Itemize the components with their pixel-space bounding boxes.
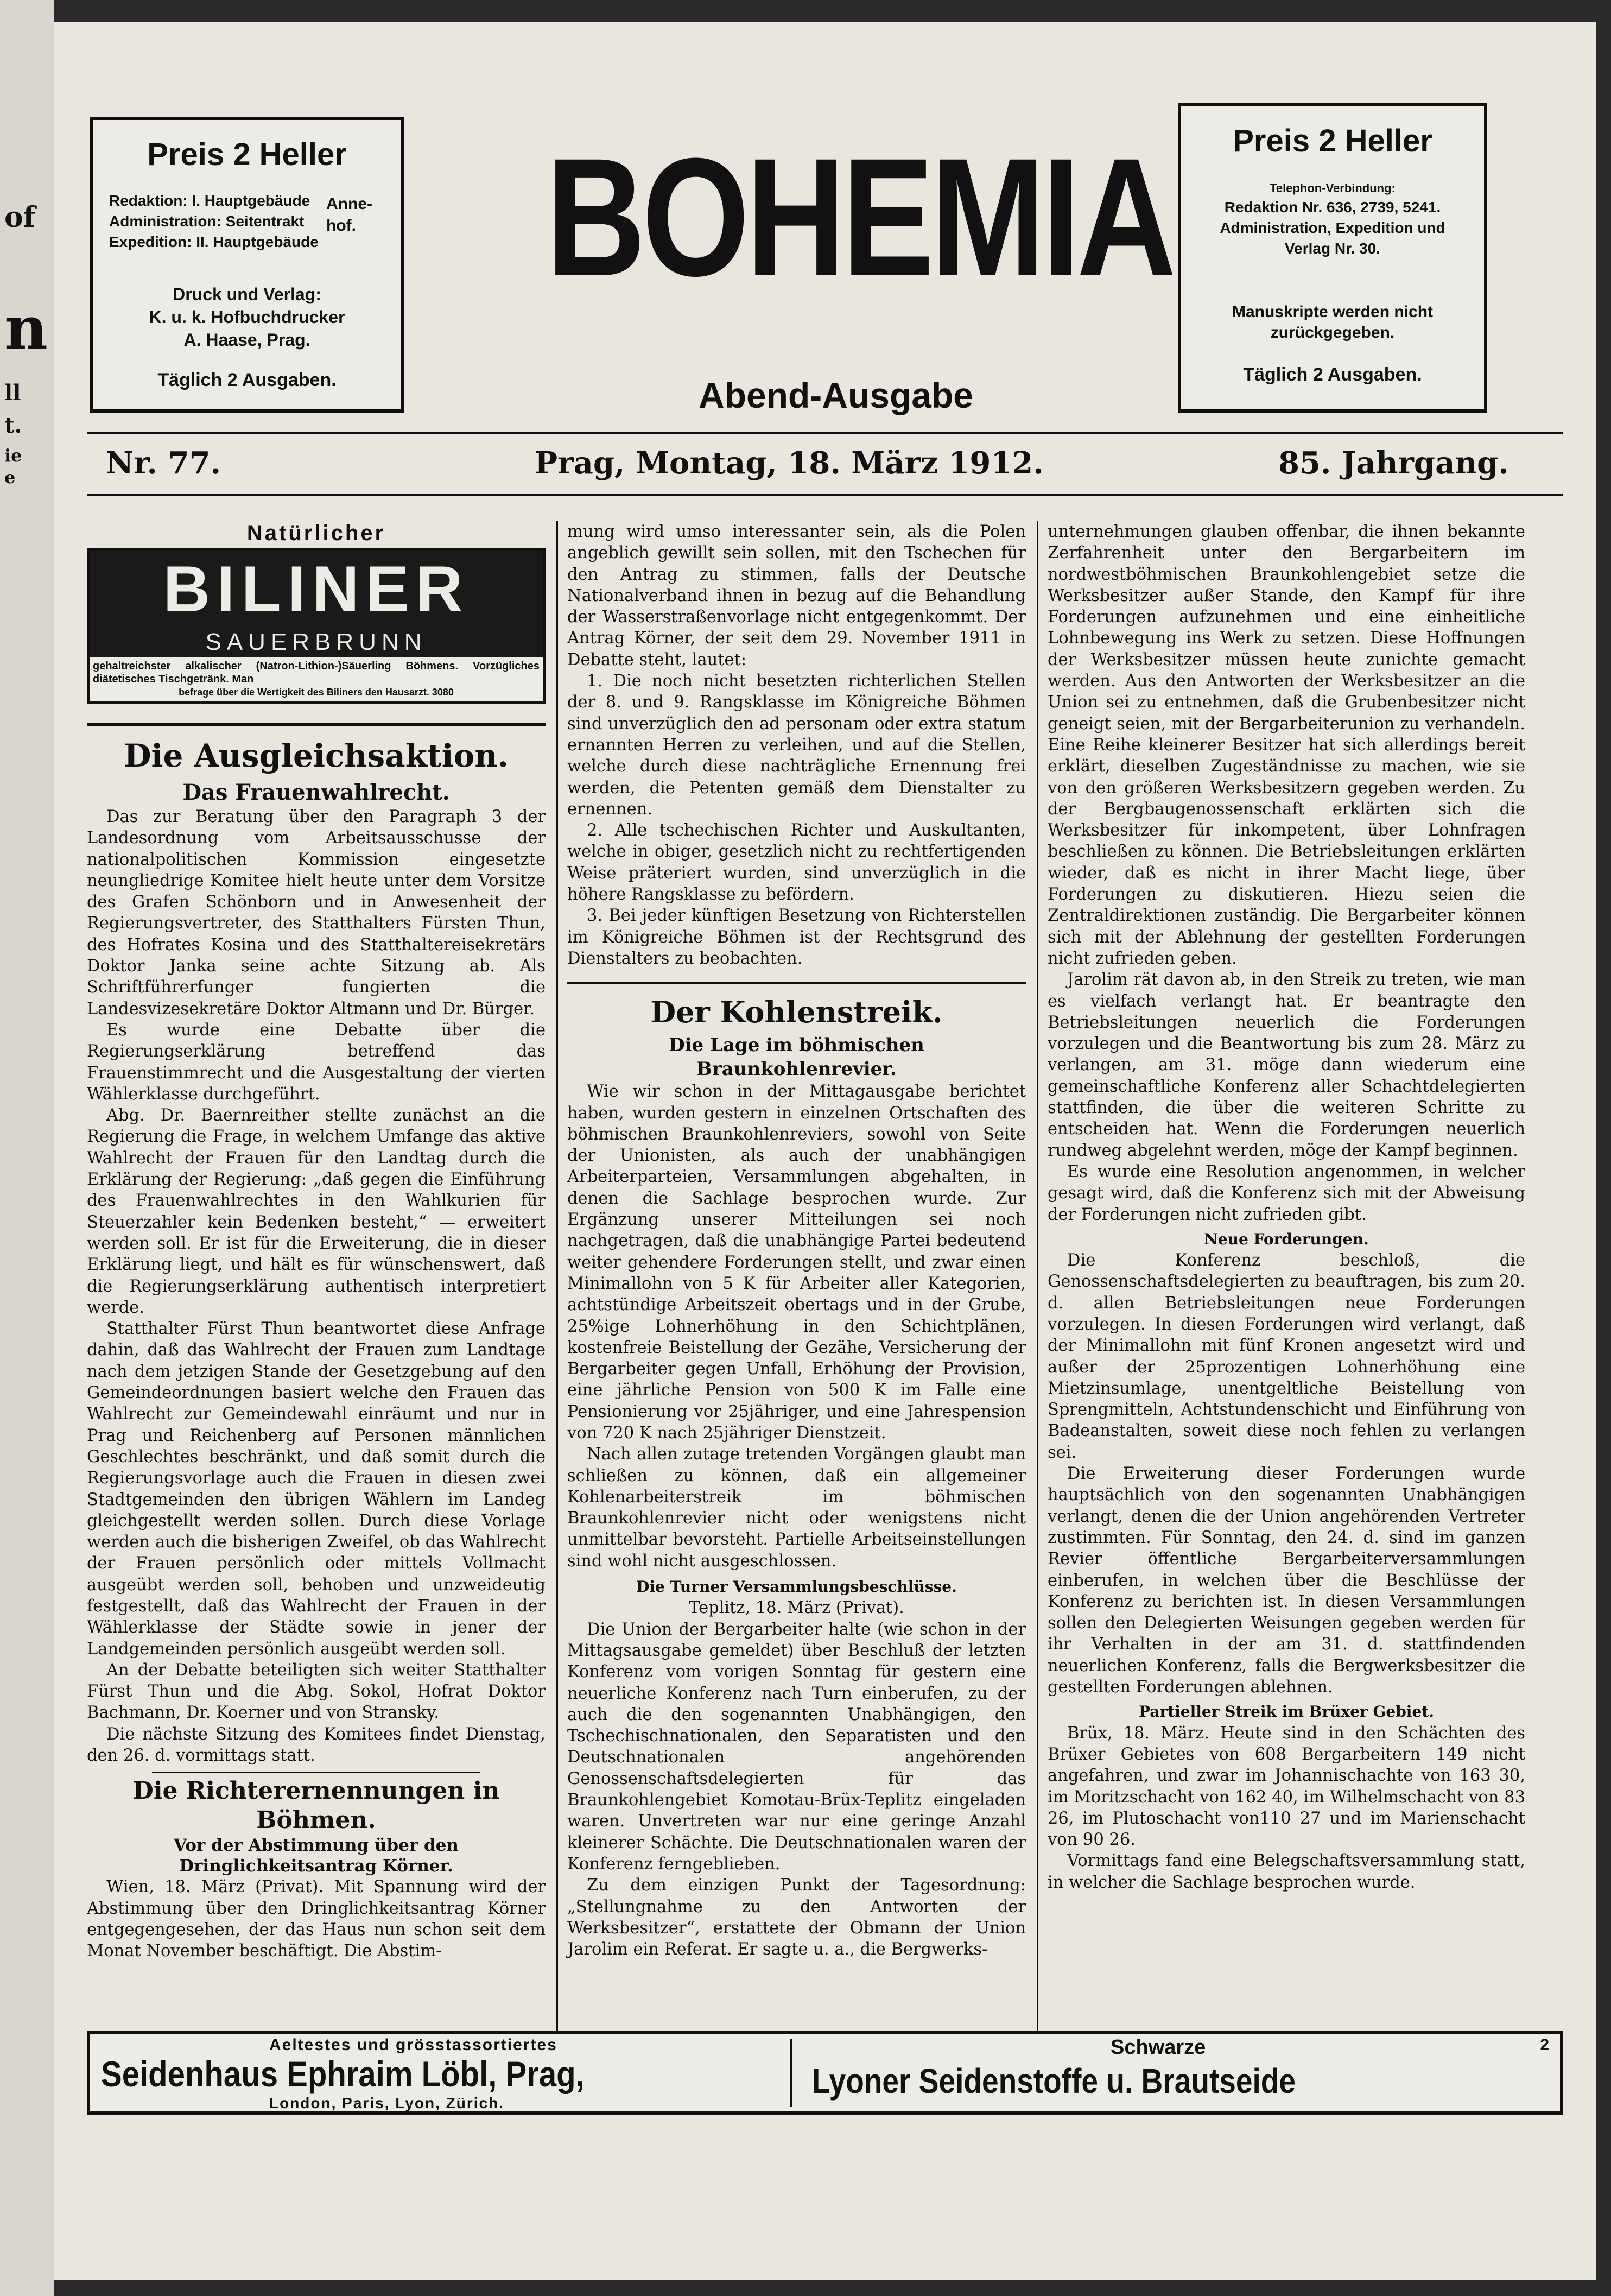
article-title-kohlenstreik: Der Kohlenstreik. xyxy=(650,995,943,1030)
right-line-3: Administration, Expedition und xyxy=(1220,219,1445,236)
left-line-2: Administration: Seitentrakt xyxy=(109,213,305,230)
ad-left-main: Seidenhaus Ephraim Löbl, Prag, xyxy=(101,2054,585,2094)
right-line-2: Redaktion Nr. 636, 2739, 5241. xyxy=(1224,199,1441,216)
biliner-ad-name: BILINER xyxy=(90,551,543,627)
paragraph: Statthalter Fürst Thun beantwortet diese Anfrage dahin, daß das Wahlrecht der Frauen zum Landtage nach dem jetzigen Stande der Gesetzgebung auf den Gemeindeordnungen basiert welche den Frauen das Wahlrecht zur Gemeindewahl einräumt und nur in Prag und Reichenberg auf Personen männlichen Geschlechtes beschränkt, und daß somit durch die Regierungsvorlage auch die Frauen in diesen zwei Stadtgemeinden den übrigen Wählern im Landeg gleichgestellt werden sollen. Durch diese Vorlage werden auch die bisherigen Zweifel, ob das Wahlrecht der Frauen persönlich oder mittels Vollmacht ausgeübt werden soll, behoben und unzweideutig festgestellt, daß das Wahlrecht der Frauen in der Wählerklasse der Städte sowie in jener der Landgemeinden persönlich ausgeübt werden soll. xyxy=(87,1319,546,1659)
article-subtitle-frauenwahlrecht: Das Frauenwahlrecht. xyxy=(182,780,450,805)
strip-text-5: ie xyxy=(4,445,22,466)
ad-left-bottom: London, Paris, Lyon, Zürich. xyxy=(269,2095,504,2111)
left-brace-text: Anne-hof. xyxy=(326,195,372,235)
strip-text-2: n xyxy=(4,293,48,363)
subhead-turner: Die Turner Versammlungsbeschlüsse. xyxy=(636,1578,957,1596)
paragraph: Jarolim rät davon ab, in den Streik zu treten, wie man es vielfach verlangt hat. Er beantragte den Betriebsleitungen neuerlich die Forderungen vorzulegen und die Beantwortung bis zum 28. März zu verlangen, am 31. möge dann wiederum eine gemeinschaftliche Konferenz aller Schachtdelegierten stattfinden, die über die weiteren Schritte zu entscheiden hat. Wenn die Forderungen neuerlich rundweg abgelehnt werden, möge der Kampf beginnen. xyxy=(1048,970,1525,1160)
paragraph: Die nächste Sitzung des Komitees findet Dienstag, den 26. d. vormittags statt. xyxy=(87,1724,546,1766)
left-print-block xyxy=(93,283,401,351)
paragraph: Die Erweiterung dieser Forderungen wurde hauptsächlich von den sogenannten Unabhängigen verlangt, denen die der Union angehörenden Vertreter zustimmten. Für Sonntag, den 24. d. sind im ganzen Revier öffentliche Bergarbeiterversammlungen einberufen, in welchen über die Beschlüsse der Konferenz zu berichten ist. In diesen Versammlungen sollen den Delegierten Weisungen gegeben werden für ihr Verhalten in der am 31. d. stattfindenden neuerlichen Konferenz, falls die Bergwerksbesitzer die gestellten Forderungen ablehnen. xyxy=(1048,1464,1525,1697)
biliner-ad-text-1: gehaltreichster alkalischer (Natron-Lithion-)Säuerling Böhmens. Vorzügliches diätetisches Tischgetränk. Man xyxy=(93,660,540,685)
left-line-1: Redaktion: I. Hauptgebäude xyxy=(109,192,310,209)
biliner-ad-top: Natürlicher xyxy=(246,521,386,545)
paragraph: Zu dem einzigen Punkt der Tagesordnung: „Stellungnahme zu den Antworten der Werksbesitzer“, erstattete der Obmann der Union Jarolim ein Referat. Er sagte u. a., die Bergwerks- xyxy=(567,1876,1026,1959)
biliner-ad xyxy=(87,548,546,704)
paragraph: Die Union der Bergarbeiter halte (wie schon in der Mittagsausgabe gemeldet) über Beschluß der letzten Konferenz vom vorigen Sonntag für gestern eine neuerliche Konferenz nach Turn einberufen, zu der auch die den sogenannten Unabhängigen, den Tschechischnationalen, den Separatisten und den Deutschnationalen angehörenden Genossenschaftsdelegierten für das Braunkohlengebiet Komotau-Brüx-Teplitz eingeladen waren. Unvertreten war nur eine geringe Anzahl kleinerer Schächte. Die Deutschnationalen waren der Konferenz ferngeblieben. xyxy=(567,1620,1026,1874)
paragraph: 3. Bei jeder künftigen Besetzung von Richterstellen im Königreiche Böhmen ist der Rechtsgrund des Dienstalters zu beobachten. xyxy=(567,906,1026,968)
left-print-1: Druck und Verlag: xyxy=(173,284,321,304)
paragraph: Wie wir schon in der Mittagausgabe berichtet haben, wurden gestern in einzelnen Ortschaften des böhmischen Braunkohlenreviers, sowohl von Seite der Unionisten, als auch der unabhängigen Arbeiterparteien, Versammlungen abgehalten, in denen die Sachlage besprochen wurde. Zur Ergänzung unserer Mitteilungen sei noch nachgetragen, daß die unabhängige Partei bedeutend weiter gehendere Forderungen stellt, und zwar einen Minimallohn von 5 K für Arbeiter aller Kategorien, achtstündige Arbeitszeit obertags und in der Grube, 25%ige Lohnerhöhung in den Schichtplänen, kostenfreie Beistellung der Gezähe, Versicherung der Bergarbeiter gegen Unfall, Erhöhung der Provision, eine jährliche Pension von 500 K im Falle eine Pensionierung vor 25jähriger, und eine Jahrespension von 720 K nach 25jähriger Dienstzeit. xyxy=(567,1082,1026,1443)
biliner-ad-sub: SAUERBRUNN xyxy=(90,627,543,657)
bottom-advertisement xyxy=(87,2031,1563,2115)
right-line-4: Verlag Nr. 30. xyxy=(1285,240,1380,257)
right-line-6: zurückgegeben. xyxy=(1270,324,1395,341)
paragraph: An der Debatte beteiligten sich weiter Statthalter Fürst Thun und die Abg. Sokol, Hofrat Doktor Bachmann, Dr. Koerner und von Stransky. xyxy=(87,1660,546,1723)
ad-divider xyxy=(790,2039,792,2107)
strip-text-6: e xyxy=(4,467,16,488)
edition-label: Abend-Ausgabe xyxy=(698,375,974,415)
paragraph: Das zur Beratung über den Paragraph 3 der Landesordnung vom Arbeitsausschusse der nationalpolitischen Kommission eingesetzte neungliedrige Komitee hielt heute unter dem Vorsitze des Grafen Schönborn und in Anwesenheit der Regierungsvertreter, des Statthalters Fürsten Thun, des Hofrates Kosina und des Statthaltereisekretärs Doktor Janka seine achte Sitzung ab. Als Schriftführerfunger fungierten die Landesvizesekretäre Doktor Altmann und Dr. Bürger. xyxy=(87,807,546,1019)
section-rule xyxy=(567,982,1026,984)
right-manuscript-block xyxy=(1181,302,1484,343)
section-rule xyxy=(152,1772,480,1773)
strip-text-1: of xyxy=(4,201,36,234)
ad-left-top: Aeltestes und grösstassortiertes xyxy=(269,2036,557,2054)
paragraph: unternehmungen glauben offenbar, die ihnen bekannte Zerfahrenheit unter den Bergarbeitern im nordwestböhmischen Braunkohlengebiet setze die Werksbesitzer außer Stande, den Kampf für ihre Forderungen aufzunehmen und eine einheitliche Lohnbewegung ins Werk zu setzen. Diese Hoffnungen der Werksbesitzer müssen heute zunichte gemacht werden. Aus den Antworten der Werksbesitzer an die Union sei zu entnehmen, daß die Grubenbesitzer nicht geneigt seien, mit der Bergarbeiterunion zu verhandeln. Eine Reihe kleinerer Besitzer hat sich allerdings bereit erklärt, dieselben Zugeständnisse zu machen, wie sie von den größeren Werksbesitzern gegeben werden. Zu der Bergbaugenossenschaft erklärten sich die Werksbesitzer für inkompetent, über Lohnfragen beschließen zu können. Die Betriebsleitungen erklärten wieder, daß es nicht in ihrer Macht liege, über Forderungen zu diskutieren. Hiezu seien die Zentraldirektionen zuständig. Die Bergarbeiter können sich mit der Ablehnung der gestellten Forderungen nicht zufrieden geben. xyxy=(1048,522,1525,968)
paragraph: Es wurde eine Debatte über die Regierungserklärung betreffend das Frauenstimmrecht und die Ausgestaltung der vierten Wählerklasse durchgeführt. xyxy=(87,1020,546,1104)
left-page-strip xyxy=(0,0,54,2296)
right-daily: Täglich 2 Ausgaben. xyxy=(1243,364,1422,385)
paragraph: Die Konferenz beschloß, die Genossenschaftsdelegierten zu beauftragen, bis zum 20. d. allen Betriebsleitungen neue Forderungen vorzulegen. In diesen Forderungen wird verlangt, daß der Minimallohn mit fünf Kronen angesetzt wird und außer der 25prozentigen Lohnerhöhung eine Mietzinsumlage, unentgeltliche Beistellung von Sprengmitteln, Achtstundenschicht und Einführung von Badeanstalten, soweit diese noch fehlen zu verlangen sei. xyxy=(1048,1251,1525,1462)
ad-right-main: Lyoner Seidenstoffe u. Brautseide xyxy=(812,2061,1296,2101)
column-2 xyxy=(567,521,1026,1960)
masthead-title: BOHEMIA xyxy=(546,123,1173,311)
left-price-box xyxy=(90,117,404,413)
paragraph: Brüx, 18. März. Heute sind in den Schächten des Brüxer Gebietes von 608 Bergarbeitern 149 nicht angefahren, und zwar im Johannischachte von 163 30, im Moritzschacht von 162 40, im Wilhelmschacht von 83 26, im Plutoschacht von110 27 und im Marienschacht von 90 26. xyxy=(1048,1723,1525,1850)
paragraph: 2. Alle tschechischen Richter und Auskultanten, welche in obiger, gesetzlich nicht zu rechtfertigenden Weise präteriert wurden, sind unverzüglich in die höhere Rangsklasse zu befördern. xyxy=(567,821,1026,905)
right-contact-block xyxy=(1181,180,1484,259)
header-rule-bottom xyxy=(87,494,1563,496)
paragraph: Wien, 18. März (Privat). Mit Spannung wird der Abstimmung über den Dringlichkeitsantrag Körner entgegengesehen, der das Haus nun schon seit dem Monat November beschäftigt. Die Abstim- xyxy=(87,1877,546,1961)
page-number: 2 xyxy=(1540,2036,1549,2054)
left-line-3: Expedition: II. Hauptgebäude xyxy=(109,233,319,250)
column-1 xyxy=(87,521,546,1962)
column-3 xyxy=(1048,521,1525,1893)
article-subtitle-kohlenstreik: Die Lage im böhmischen Braunkohlenrevier. xyxy=(669,1034,924,1080)
paragraph: Nach allen zutage tretenden Vorgängen glaubt man schließen zu können, daß ein allgemeiner Kohlenarbeiterstreik im böhmischen Braunkohlenrevier nicht oder wenigstens nicht unmittelbar bevorsteht. Partielle Arbeitseinstellungen sind wohl nicht ausgeschlossen. xyxy=(567,1445,1026,1571)
paragraph: Es wurde eine Resolution angenommen, in welcher gesagt wird, daß die Konferenz sich mit der Abweisung der Forderungen nicht zufrieden gibt. xyxy=(1048,1162,1525,1224)
paragraph: Abg. Dr. Baernreither stellte zunächst an die Regierung die Frage, in welchem Umfange das aktive Wahlrecht der Frauen für den Landtag durch die Erklärung der Regierung: „daß gegen die Einführung des Frauenwahlrechtes in den Wahlkurien für Steuerzahler kein Bedenken besteht,“ — erweitert werden soll. Er ist für die Erweiterung, die in dieser Erklärung liegt, und hält es für wünschenswert, daß die Regierungserklärung authentisch interpretiert werde. xyxy=(87,1106,546,1317)
newspaper-page xyxy=(54,22,1596,2280)
ad-right-top: Schwarze xyxy=(1111,2036,1206,2059)
article-title-ausgleich: Die Ausgleichsaktion. xyxy=(124,737,509,774)
column-divider-1 xyxy=(556,521,558,2031)
left-print-2: K. u. k. Hofbuchdrucker xyxy=(149,307,345,327)
strip-text-4: t. xyxy=(4,413,22,438)
issue-volume: 85. Jahrgang. xyxy=(1278,445,1509,481)
right-line-1: Telephon-Verbindung: xyxy=(1270,181,1396,195)
left-address-block xyxy=(109,191,321,252)
dateline-teplitz: Teplitz, 18. März (Privat). xyxy=(689,1598,904,1618)
strip-text-3: ll xyxy=(4,380,21,406)
article-title-richter: Die Richterernennungen in Böhmen. xyxy=(132,1777,500,1835)
issue-date: Prag, Montag, 18. März 1912. xyxy=(535,445,1044,481)
paragraph: 1. Die noch nicht besetzten richterlichen Stellen der 8. und 9. Rangsklasse im Königreiche Böhmen sind unverzüglich den ad personam oder extra statum ernannten Herren zu verleihen, und auf die Stellen, welche durch diese nachträgliche Ernennung frei werden, die Petenten gemäß dem Dienstalter zu ernennen. xyxy=(567,672,1026,819)
right-price-box xyxy=(1178,103,1487,413)
column-divider-2 xyxy=(1037,521,1038,2031)
right-price: Preis 2 Heller xyxy=(1233,123,1432,159)
article-subtitle-richter: Vor der Abstimmung über den Dringlichkeitsantrag Körner. xyxy=(174,1836,459,1876)
subhead-neue-forderungen: Neue Forderungen. xyxy=(1204,1230,1369,1248)
paragraph: Vormittags fand eine Belegschaftsversammlung statt, in welcher die Sachlage besprochen wurde. xyxy=(1048,1851,1525,1892)
paragraph: mung wird umso interessanter sein, als die Polen angeblich gewillt sein sollen, mit den Tschechen für den Antrag zu stimmen, falls der Deutsche Nationalverband ihnen in bezug auf die Behandlung der Wasserstraßenvorlage nicht entgegenkommt. Der Antrag Körner, der seit dem 29. November 1911 in Debatte steht, lautet: xyxy=(567,522,1026,669)
issue-number: Nr. 77. xyxy=(106,445,221,481)
left-daily: Täglich 2 Ausgaben. xyxy=(157,370,337,390)
header-rule-top xyxy=(87,432,1563,434)
right-line-5: Manuskripte werden nicht xyxy=(1232,303,1434,321)
left-print-3: A. Haase, Prag. xyxy=(183,330,310,350)
biliner-ad-text-2: befrage über die Wertigkeit des Biliners den Hausarzt. 3080 xyxy=(179,687,454,698)
left-price: Preis 2 Heller xyxy=(147,137,347,172)
subhead-brux: Partieller Streik im Brüxer Gebiet. xyxy=(1139,1703,1434,1721)
ad-rule xyxy=(87,723,546,726)
